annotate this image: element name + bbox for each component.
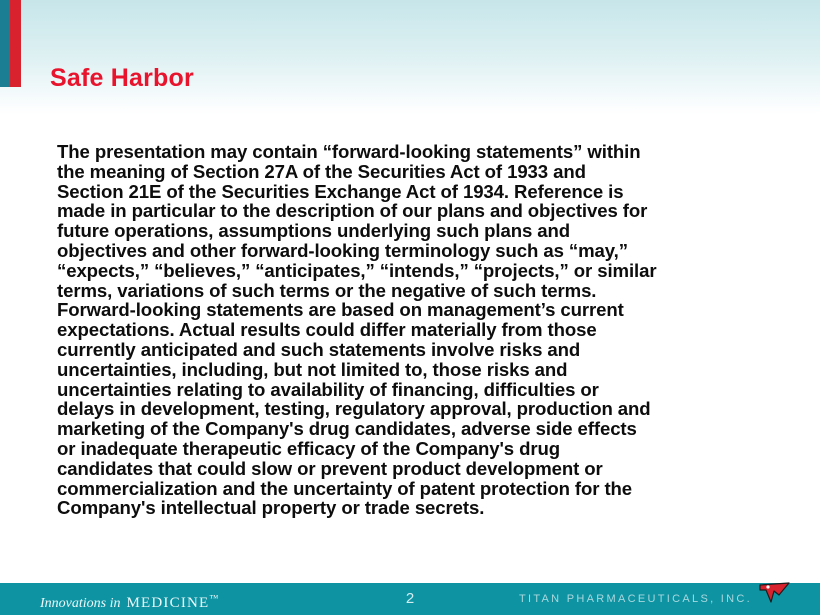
tagline-innovations-in: Innovations in [40, 596, 121, 611]
tagline-medicine: MEDICINE [126, 595, 210, 611]
footer-bar [0, 583, 820, 615]
left-accent-stripe-red [10, 0, 21, 87]
safe-harbor-body-text: The presentation may contain “forward-looking statements” within the meaning of Section 27A of the Securities Act of 1933 and Section 21E of the Securities Exchange Act of 1934. Reference is made in particular to the description of our plans and objectives for future operations, assumptions underlying such plans and objectives and other forward-looking terminology such as “may,” “expects,” “believes,” “anticipates,” “intends,” “projects,” or similar terms, variations of such terms or the negative of such terms. Forward-looking statements are based on management’s current expectations. Actual results could differ materially from those currently anticipated and such statements involve risks and uncertainties, including, but not limited to, those risks and uncertainties relating to availability of financing, difficulties or delays in development, testing, regulatory approval, production and marketing of the Company's drug candidates, adverse side effects or inadequate therapeutic efficacy of the Company's drug candidates that could slow or prevent product development or commercialization and the uncertainty of patent protection for the Company's intellectual property or trade secrets. [57, 141, 657, 519]
titan-t-logo-icon [758, 581, 792, 603]
tagline [40, 583, 218, 615]
page-number: 2 [405, 590, 415, 607]
company-name: TITAN PHARMACEUTICALS, INC. [518, 593, 752, 605]
trademark-symbol: ™ [209, 593, 219, 603]
slide-title: Safe Harbor [50, 64, 194, 92]
left-accent-stripe-teal [0, 0, 10, 87]
